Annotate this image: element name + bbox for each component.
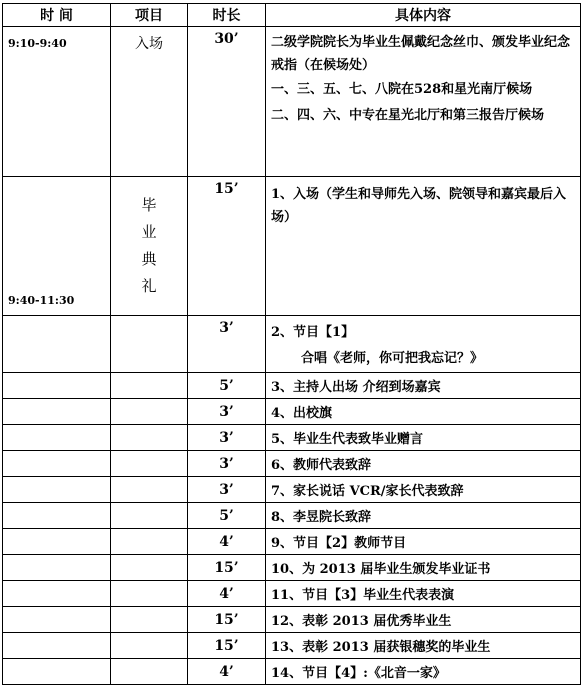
content-line: 二级学院院长为毕业生佩戴纪念丝巾、颁发毕业纪念戒指（在候场处） <box>271 35 571 73</box>
content-cell: 1、入场（学生和导师先入场、院领导和嘉宾最后入场） <box>266 177 581 316</box>
content-cell: 11、节目【3】毕业生代表表演 <box>266 581 581 607</box>
item-char: 礼 <box>141 277 157 295</box>
table-row <box>3 659 581 685</box>
time-cell <box>3 555 111 581</box>
duration-cell: 4’ <box>188 529 266 555</box>
content-cell: 12、表彰 2013 届优秀毕业生 <box>266 607 581 633</box>
program-subtitle: 合唱《老师，你可把我忘记？》 <box>301 351 484 366</box>
duration-cell: 15’ <box>188 607 266 633</box>
table-row-ceremony <box>3 177 581 316</box>
duration-cell: 15’ <box>188 555 266 581</box>
item-cell <box>111 399 188 425</box>
item-cell <box>111 425 188 451</box>
item-cell <box>111 633 188 659</box>
item-cell <box>111 373 188 399</box>
time-cell <box>3 607 111 633</box>
duration-cell: 4’ <box>188 581 266 607</box>
time-cell <box>3 425 111 451</box>
duration-cell: 15’ <box>188 177 266 316</box>
time-cell <box>3 477 111 503</box>
header-time: 时 间 <box>3 4 111 27</box>
time-cell: 9:40-11:30 <box>3 177 111 316</box>
schedule-table <box>2 3 581 685</box>
content-cell: 5、毕业生代表致毕业赠言 <box>266 425 581 451</box>
item-cell <box>111 607 188 633</box>
time-cell <box>3 316 111 373</box>
item-char: 毕 <box>141 196 157 214</box>
content-line: 一、三、五、七、八院在528和星光南厅候场 <box>271 82 533 97</box>
duration-cell: 30’ <box>188 27 266 177</box>
time-cell <box>3 633 111 659</box>
content-cell: 8、李昱院长致辞 <box>266 503 581 529</box>
duration-cell: 3’ <box>188 316 266 373</box>
time-cell <box>3 529 111 555</box>
content-cell: 10、为 2013 届毕业生颁发毕业证书 <box>266 555 581 581</box>
duration-cell: 15’ <box>188 633 266 659</box>
item-cell: 入场 <box>111 27 188 177</box>
content-cell <box>266 316 581 373</box>
header-row <box>3 4 581 27</box>
program-title: 2、节目【1】 <box>271 325 355 340</box>
duration-cell: 5’ <box>188 503 266 529</box>
content-cell: 7、家长说话 VCR/家长代表致辞 <box>266 477 581 503</box>
item-cell <box>111 451 188 477</box>
table-row <box>3 555 581 581</box>
table-row <box>3 633 581 659</box>
duration-cell: 3’ <box>188 399 266 425</box>
duration-cell: 5’ <box>188 373 266 399</box>
table-row <box>3 581 581 607</box>
content-line: 二、四、六、中专在星光北厅和第三报告厅候场 <box>271 108 545 123</box>
header-content: 具体内容 <box>266 4 581 27</box>
table-row <box>3 425 581 451</box>
time-cell <box>3 503 111 529</box>
item-cell <box>111 581 188 607</box>
table-row <box>3 477 581 503</box>
content-cell <box>266 27 581 177</box>
duration-cell: 3’ <box>188 425 266 451</box>
table-row <box>3 503 581 529</box>
table-row <box>3 373 581 399</box>
table-row-program <box>3 316 581 373</box>
header-duration: 时长 <box>188 4 266 27</box>
time-cell <box>3 659 111 685</box>
duration-cell: 3’ <box>188 477 266 503</box>
content-cell: 13、表彰 2013 届获银穗奖的毕业生 <box>266 633 581 659</box>
item-cell <box>111 503 188 529</box>
item-char: 典 <box>141 250 157 268</box>
time-cell <box>3 399 111 425</box>
table-row <box>3 607 581 633</box>
item-cell <box>111 659 188 685</box>
item-cell <box>111 555 188 581</box>
table-row <box>3 451 581 477</box>
item-cell <box>111 477 188 503</box>
duration-cell: 3’ <box>188 451 266 477</box>
header-item: 项目 <box>111 4 188 27</box>
duration-cell: 4’ <box>188 659 266 685</box>
time-cell <box>3 373 111 399</box>
item-cell <box>111 316 188 373</box>
content-cell: 3、主持人出场 介绍到场嘉宾 <box>266 373 581 399</box>
time-cell <box>3 581 111 607</box>
content-cell: 14、节目【4】:《北音一家》 <box>266 659 581 685</box>
table-row-entry <box>3 27 581 177</box>
content-cell: 4、出校旗 <box>266 399 581 425</box>
item-cell <box>111 529 188 555</box>
item-cell-vertical <box>111 177 188 316</box>
table-row <box>3 529 581 555</box>
time-cell: 9:10-9:40 <box>3 27 111 177</box>
table-row <box>3 399 581 425</box>
time-cell <box>3 451 111 477</box>
content-cell: 9、节目【2】教师节目 <box>266 529 581 555</box>
item-char: 业 <box>141 223 157 241</box>
content-cell: 6、教师代表致辞 <box>266 451 581 477</box>
